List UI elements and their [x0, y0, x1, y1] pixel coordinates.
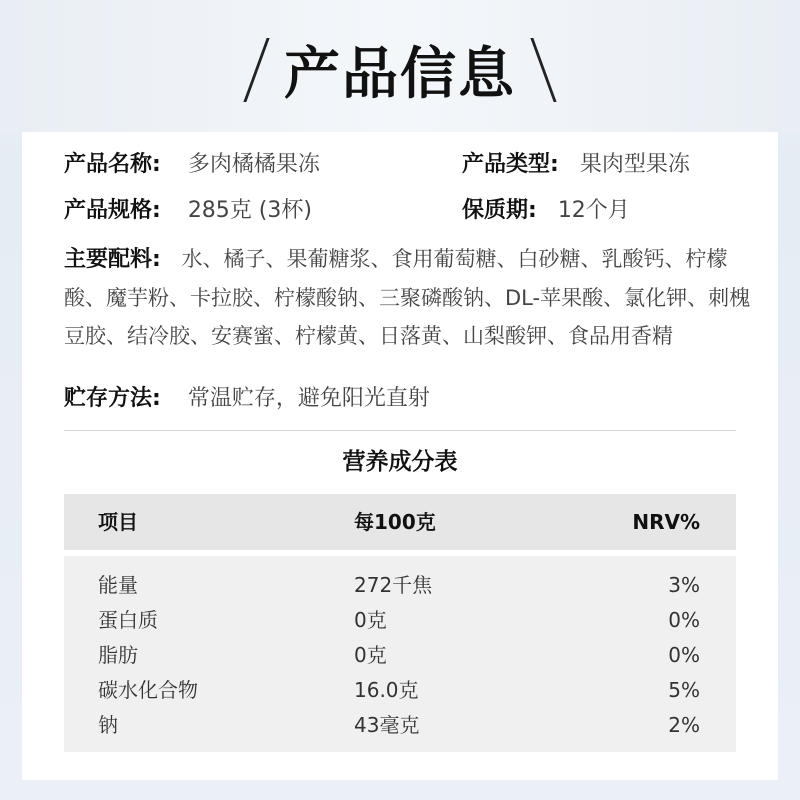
nutrition-table-body	[64, 556, 736, 752]
cell-nrv: 2%	[668, 713, 700, 737]
product-spec-label: 产品规格:	[64, 198, 161, 223]
cell-item: 碳水化合物	[98, 678, 198, 702]
table-row	[64, 673, 736, 708]
storage-row	[64, 382, 430, 416]
title-wrap	[0, 28, 800, 112]
shelf-life-value: 12个月	[557, 198, 630, 223]
cell-amount: 43毫克	[354, 713, 420, 737]
product-type-value: 果肉型果冻	[579, 152, 690, 177]
shelf-life-row	[462, 194, 630, 228]
cell-nrv: 0%	[668, 608, 700, 632]
section-divider	[64, 430, 736, 431]
table-row	[64, 708, 736, 743]
product-type-row	[462, 148, 690, 182]
cell-item: 能量	[98, 573, 138, 597]
header-nrv: NRV%	[632, 510, 700, 534]
shelf-life-label: 保质期:	[462, 198, 537, 223]
cell-item: 脂肪	[98, 643, 138, 667]
storage-label: 贮存方法:	[64, 386, 161, 411]
cell-amount: 16.0克	[354, 678, 419, 702]
cell-nrv: 0%	[668, 643, 700, 667]
ingredients-block	[64, 240, 754, 355]
cell-item: 钠	[98, 713, 118, 737]
table-row	[64, 603, 736, 638]
cell-amount: 0克	[354, 643, 387, 667]
header-per-100g: 每100克	[354, 510, 436, 534]
table-row	[64, 568, 736, 603]
product-name-row	[64, 148, 320, 182]
product-type-label: 产品类型:	[462, 152, 559, 177]
ingredients-label: 主要配料:	[64, 247, 161, 272]
cell-amount: 0克	[354, 608, 387, 632]
right-slash-decoration	[530, 38, 556, 102]
cell-nrv: 5%	[668, 678, 700, 702]
product-name-value: 多肉橘橘果冻	[187, 152, 320, 177]
nutrition-table-header	[64, 494, 736, 550]
header-item: 项目	[98, 510, 138, 534]
product-info-card	[22, 132, 778, 780]
cell-item: 蛋白质	[98, 608, 158, 632]
page-title: 产品信息	[284, 42, 516, 107]
left-slash-decoration	[243, 38, 269, 102]
nutrition-table-title: 营养成分表	[342, 449, 458, 475]
product-name-label: 产品名称:	[64, 152, 161, 177]
cell-amount: 272千焦	[354, 573, 433, 597]
ingredients-value: 水、橘子、果葡糖浆、食用葡萄糖、白砂糖、乳酸钙、柠檬酸、魔芋粉、卡拉胶、柠檬酸钠、三聚磷酸钠、DL-苹果酸、氯化钾、刺槐豆胶、结冷胶、安赛蜜、柠檬黄、日落黄、山梨酸钾、食品用香精	[64, 247, 751, 348]
table-row	[64, 638, 736, 673]
product-spec-row	[64, 194, 312, 228]
cell-nrv: 3%	[668, 573, 700, 597]
storage-value: 常温贮存，避免阳光直射	[187, 386, 430, 411]
product-spec-value: 285克 (3杯)	[187, 198, 312, 223]
header-banner	[0, 0, 800, 132]
